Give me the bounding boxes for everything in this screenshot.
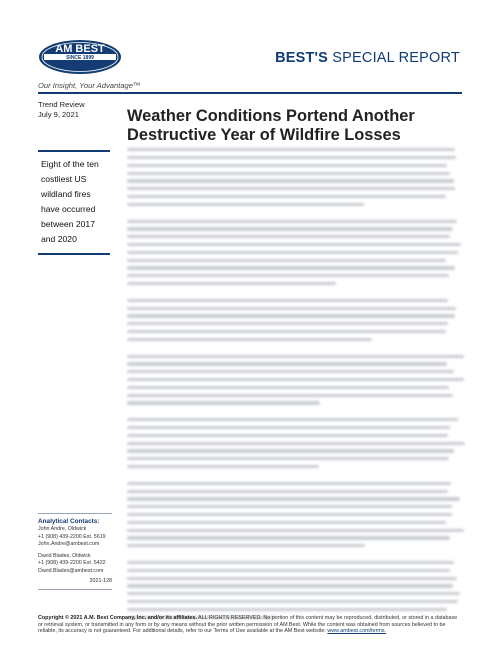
blurred-line xyxy=(127,185,465,193)
report-title-bold: BEST'S xyxy=(275,50,329,66)
blurred-line xyxy=(127,590,465,598)
blurred-paragraph xyxy=(127,479,465,549)
blurred-paragraph xyxy=(127,146,465,208)
blurred-line xyxy=(127,447,465,455)
blurred-line xyxy=(127,605,465,613)
blurred-line xyxy=(127,574,465,582)
blurred-line xyxy=(127,249,465,257)
report-meta xyxy=(38,100,85,119)
blurred-line xyxy=(127,384,465,392)
blurred-line xyxy=(127,518,465,526)
blurred-line xyxy=(127,352,465,360)
blurred-paragraph xyxy=(127,217,465,287)
blurred-line xyxy=(127,241,465,249)
contact-2-phone: +1 (908) 439-2200 Ext. 5422 xyxy=(38,560,106,567)
blurred-line xyxy=(127,526,465,534)
blurred-paragraph xyxy=(127,297,465,344)
blurred-line xyxy=(127,391,465,399)
blurred-line xyxy=(127,487,465,495)
blurred-line xyxy=(127,503,465,511)
blurred-line xyxy=(127,439,465,447)
report-title xyxy=(275,50,460,66)
blurred-line xyxy=(127,432,465,440)
pull-quote-text: Eight of the ten costliest US wildland fires have occurred between 2017 and 2020 xyxy=(41,159,99,244)
contact-2-email[interactable]: David.Blades@ambest.com xyxy=(38,567,104,574)
blurred-line xyxy=(127,193,465,201)
blurred-line xyxy=(127,463,465,471)
contact-1-name: John Andre, Oldwick xyxy=(38,526,87,533)
blurred-paragraph xyxy=(127,559,465,621)
contact-1-phone: +1 (908) 439-2200 Ext. 5619 xyxy=(38,533,106,540)
blurred-line xyxy=(127,328,465,336)
blurred-line xyxy=(127,169,465,177)
logo-since-text: SINCE 1899 xyxy=(66,55,94,61)
copyright-statement: Copyright © 2021 A.M. Best Company, Inc. and/or its affiliates. xyxy=(38,615,197,621)
report-title-rest: SPECIAL REPORT xyxy=(328,50,460,66)
logo-wordmark: AM BEST xyxy=(55,43,105,55)
blurred-line xyxy=(127,542,465,550)
article-body-blurred xyxy=(127,146,465,630)
blurred-paragraph xyxy=(127,352,465,407)
tagline: Our Insight, Your Advantage™ xyxy=(38,81,141,90)
blurred-line xyxy=(127,582,465,590)
blurred-line xyxy=(127,304,465,312)
contact-1-email[interactable]: John.Andre@ambest.com xyxy=(38,540,100,547)
contact-2-name: David Blades, Oldwick xyxy=(38,553,91,560)
blurred-line xyxy=(127,399,465,407)
pull-quote xyxy=(38,150,110,255)
blurred-line xyxy=(127,272,465,280)
blurred-line xyxy=(127,566,465,574)
copyright-notice: ALL RIGHTS RESERVED. No portion of this content may be reproduced, distributed, or stored in a database or retrieval system, or transmitted in any form or by any means without the prior written permission of AM Best. While the content was obtained from sources believed to be reliable, its accuracy is not guaranteed. For additional details, refer to our Terms of Use available at the AM Best website: xyxy=(38,615,458,635)
header-divider xyxy=(38,92,462,94)
blurred-line xyxy=(127,511,465,519)
blurred-line xyxy=(127,416,465,424)
blurred-line xyxy=(127,233,465,241)
terms-link[interactable]: www.ambest.com/terms. xyxy=(327,628,387,635)
blurred-line xyxy=(127,424,465,432)
blurred-line xyxy=(127,217,465,225)
blurred-line xyxy=(127,360,465,368)
blurred-line xyxy=(127,312,465,320)
blurred-line xyxy=(127,146,465,154)
analytical-contacts xyxy=(38,513,112,590)
blurred-line xyxy=(127,264,465,272)
blurred-line xyxy=(127,177,465,185)
blurred-line xyxy=(127,598,465,606)
blurred-line xyxy=(127,256,465,264)
copyright-footer xyxy=(38,615,463,635)
blurred-line xyxy=(127,559,465,567)
blurred-line xyxy=(127,297,465,305)
blurred-line xyxy=(127,154,465,162)
blurred-line xyxy=(127,201,465,209)
contacts-heading: Analytical Contacts: xyxy=(38,518,100,525)
report-reference-number: 2021-128 xyxy=(89,578,112,585)
blurred-line xyxy=(127,495,465,503)
blurred-paragraph xyxy=(127,416,465,471)
blurred-line xyxy=(127,320,465,328)
article-title: Weather Conditions Portend Another Destructive Year of Wildfire Losses xyxy=(127,107,415,144)
blurred-line xyxy=(127,479,465,487)
report-date: July 9, 2021 xyxy=(38,109,79,119)
blurred-line xyxy=(127,368,465,376)
blurred-line xyxy=(127,455,465,463)
blurred-line xyxy=(127,280,465,288)
blurred-line xyxy=(127,376,465,384)
blurred-line xyxy=(127,336,465,344)
am-best-logo xyxy=(38,38,122,76)
blurred-line xyxy=(127,162,465,170)
report-category: Trend Review xyxy=(38,100,85,109)
blurred-line xyxy=(127,225,465,233)
blurred-line xyxy=(127,534,465,542)
